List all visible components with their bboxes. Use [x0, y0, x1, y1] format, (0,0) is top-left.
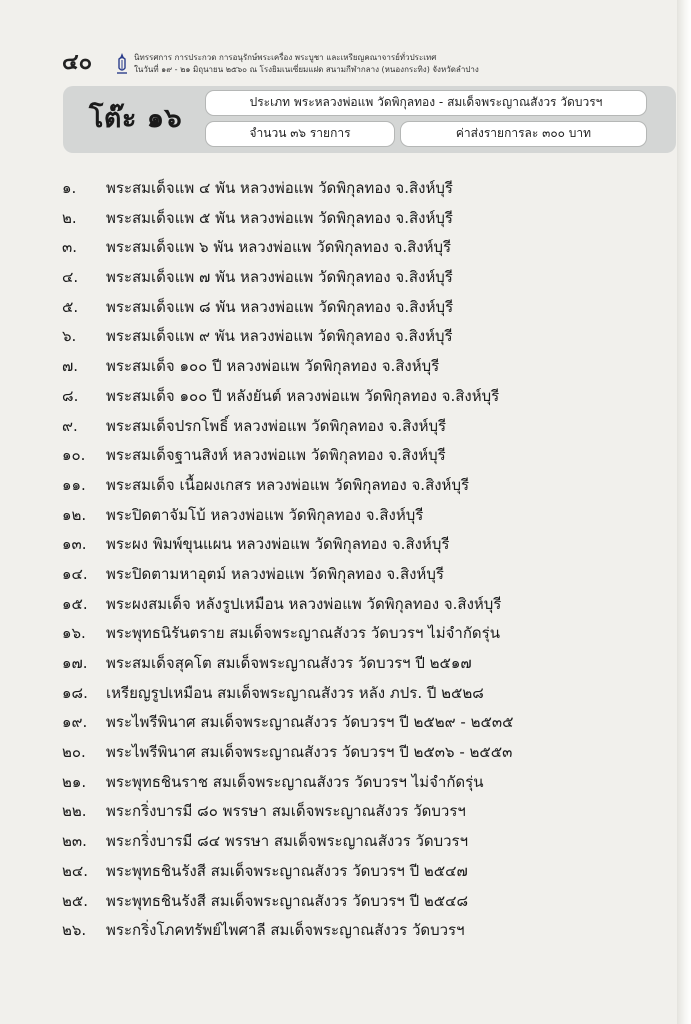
list-item [0, 322, 691, 352]
list-item [0, 204, 691, 234]
item-number: ๑๑. [62, 475, 86, 494]
page-header [62, 50, 662, 82]
item-text: พระผงสมเด็จ หลังรูปเหมือน หลวงพ่อแพ วัดพิกุลทอง จ.สิงห์บุรี [106, 594, 502, 613]
item-text: พระสมเด็จ ๑๐๐ ปี หลังยันต์ หลวงพ่อแพ วัดพิกุลทอง จ.สิงห์บุรี [106, 386, 500, 405]
list-item [0, 233, 691, 263]
item-text: พระพุทธนิรันตราย สมเด็จพระญาณสังวร วัดบวรฯ ไม่จำกัดรุ่น [106, 624, 500, 643]
item-number: ๑๙. [62, 713, 88, 732]
item-number: ๒๔. [62, 861, 89, 880]
item-text: พระไพรีพินาศ สมเด็จพระญาณสังวร วัดบวรฯ ปี ๒๕๒๙ - ๒๕๓๕ [106, 713, 514, 732]
item-text: พระกริ่งบารมี ๘๔ พรรษา สมเด็จพระญาณสังวร วัดบวรฯ [106, 832, 469, 851]
item-text: พระกริ่งบารมี ๘๐ พรรษา สมเด็จพระญาณสังวร วัดบวรฯ [106, 802, 466, 821]
item-number: ๑๖. [62, 624, 86, 643]
item-number: ๑๒. [62, 505, 87, 524]
item-number: ๘. [62, 386, 79, 405]
item-number: ๓. [62, 238, 78, 257]
list-item [0, 857, 691, 887]
item-text: พระสมเด็จ เนื้อผงเกสร หลวงพ่อแพ วัดพิกุลทอง จ.สิงห์บุรี [106, 475, 470, 494]
item-number: ๗. [62, 357, 79, 376]
list-item [0, 679, 691, 709]
item-text: พระพุทธชินรังสี สมเด็จพระญาณสังวร วัดบวรฯ ปี ๒๕๔๘ [106, 891, 469, 910]
item-text: พระกริ่งโภคทรัพย์ไพศาลี สมเด็จพระญาณสังวร วัดบวรฯ [106, 921, 465, 940]
list-item [0, 174, 691, 204]
list-item [0, 708, 691, 738]
list-item [0, 887, 691, 917]
item-text: พระสมเด็จแพ ๖ พัน หลวงพ่อแพ วัดพิกุลทอง จ.สิงห์บุรี [106, 238, 452, 257]
category-label: ประเภท พระหลวงพ่อแพ วัดพิกุลทอง - สมเด็จพระญาณสังวร วัดบวรฯ [205, 90, 647, 116]
emblem-icon [114, 52, 130, 76]
table-banner [63, 86, 676, 153]
list-item [0, 471, 691, 501]
list-item [0, 619, 691, 649]
item-text: พระพุทธชินรังสี สมเด็จพระญาณสังวร วัดบวรฯ ปี ๒๕๔๗ [106, 861, 468, 880]
item-text: พระสมเด็จแพ ๔ พัน หลวงพ่อแพ วัดพิกุลทอง จ.สิงห์บุรี [106, 179, 453, 197]
item-number: ๖. [62, 327, 77, 346]
item-text: พระสมเด็จ ๑๐๐ ปี หลวงพ่อแพ วัดพิกุลทอง จ.สิงห์บุรี [106, 357, 440, 376]
header-title-line-2: ในวันที่ ๑๙ - ๒๑ มิถุนายน ๒๕๖๐ ณ โรงยิมเนเซี่ยมแฝด สนามกีฬากลาง (หนองกระทิง) จังหวัดลำปาง [134, 65, 479, 74]
list-item [0, 649, 691, 679]
item-text: พระสมเด็จสุคโต สมเด็จพระญาณสังวร วัดบวรฯ ปี ๒๕๑๗ [106, 654, 472, 672]
item-number: ๑๓. [62, 535, 87, 554]
item-number: ๒๕. [62, 891, 89, 910]
item-number: ๒. [62, 208, 77, 227]
item-number: ๒๒. [62, 802, 87, 821]
list-item [0, 382, 691, 412]
item-number: ๒๐. [62, 743, 86, 762]
item-number: ๑๔. [62, 564, 88, 583]
list-item [0, 530, 691, 560]
item-text: พระผง พิมพ์ขุนแผน หลวงพ่อแพ วัดพิกุลทอง จ.สิงห์บุรี [106, 535, 450, 554]
item-number: ๑. [62, 179, 77, 197]
item-number: ๑๘. [62, 683, 88, 702]
item-text: พระปิดตาจัมโบ้ หลวงพ่อแพ วัดพิกุลทอง จ.สิงห์บุรี [106, 505, 424, 524]
list-item [0, 501, 691, 531]
item-text: พระพุทธชินราช สมเด็จพระญาณสังวร วัดบวรฯ ไม่จำกัดรุ่น [106, 772, 484, 791]
item-number: ๒๖. [62, 921, 87, 940]
fee-label: ค่าส่งรายการละ ๓๐๐ บาท [400, 121, 647, 147]
page-number: ๔๐ [62, 50, 93, 75]
item-number: ๒๑. [62, 772, 87, 791]
list-item [0, 560, 691, 590]
item-number: ๑๗. [62, 654, 88, 672]
item-text: พระสมเด็จแพ ๘ พัน หลวงพ่อแพ วัดพิกุลทอง จ.สิงห์บุรี [106, 297, 454, 316]
list-item [0, 352, 691, 382]
item-number: ๑๐. [62, 446, 86, 465]
list-item [0, 738, 691, 768]
item-list [0, 174, 691, 946]
list-item [0, 827, 691, 857]
item-text: พระสมเด็จแพ ๗ พัน หลวงพ่อแพ วัดพิกุลทอง จ.สิงห์บุรี [106, 268, 453, 287]
header-title-line-1: นิทรรศการ การประกวด การอนุรักษ์พระเครื่อง พระบูชา และเหรียญคณาจารย์ทั่วประเทศ [134, 53, 437, 62]
list-item [0, 412, 691, 442]
item-count-label: จำนวน ๓๖ รายการ [205, 121, 395, 147]
item-number: ๒๓. [62, 832, 87, 851]
list-item [0, 768, 691, 798]
item-text: พระไพรีพินาศ สมเด็จพระญาณสังวร วัดบวรฯ ปี ๒๕๓๖ - ๒๕๕๓ [106, 743, 513, 762]
item-number: ๕. [62, 297, 79, 316]
header-text [134, 52, 534, 76]
list-item [0, 797, 691, 827]
item-text: เหรียญรูปเหมือน สมเด็จพระญาณสังวร หลัง ภปร. ปี ๒๕๒๘ [106, 683, 484, 702]
list-item [0, 590, 691, 620]
item-text: พระสมเด็จแพ ๙ พัน หลวงพ่อแพ วัดพิกุลทอง จ.สิงห์บุรี [106, 327, 453, 346]
list-item [0, 916, 691, 946]
item-number: ๑๕. [62, 594, 88, 613]
item-text: พระสมเด็จแพ ๕ พัน หลวงพ่อแพ วัดพิกุลทอง จ.สิงห์บุรี [106, 208, 453, 227]
item-text: พระปิดตามหาอุตม์ หลวงพ่อแพ วัดพิกุลทอง จ.สิงห์บุรี [106, 564, 444, 583]
table-title: โต๊ะ ๑๖ [88, 103, 183, 134]
list-item [0, 263, 691, 293]
list-item [0, 441, 691, 471]
item-text: พระสมเด็จปรกโพธิ์ หลวงพ่อแพ วัดพิกุลทอง จ.สิงห์บุรี [106, 416, 447, 435]
item-number: ๙. [62, 416, 78, 435]
item-text: พระสมเด็จฐานสิงห์ หลวงพ่อแพ วัดพิกุลทอง จ.สิงห์บุรี [106, 446, 446, 465]
list-item [0, 293, 691, 323]
item-number: ๔. [62, 268, 79, 287]
